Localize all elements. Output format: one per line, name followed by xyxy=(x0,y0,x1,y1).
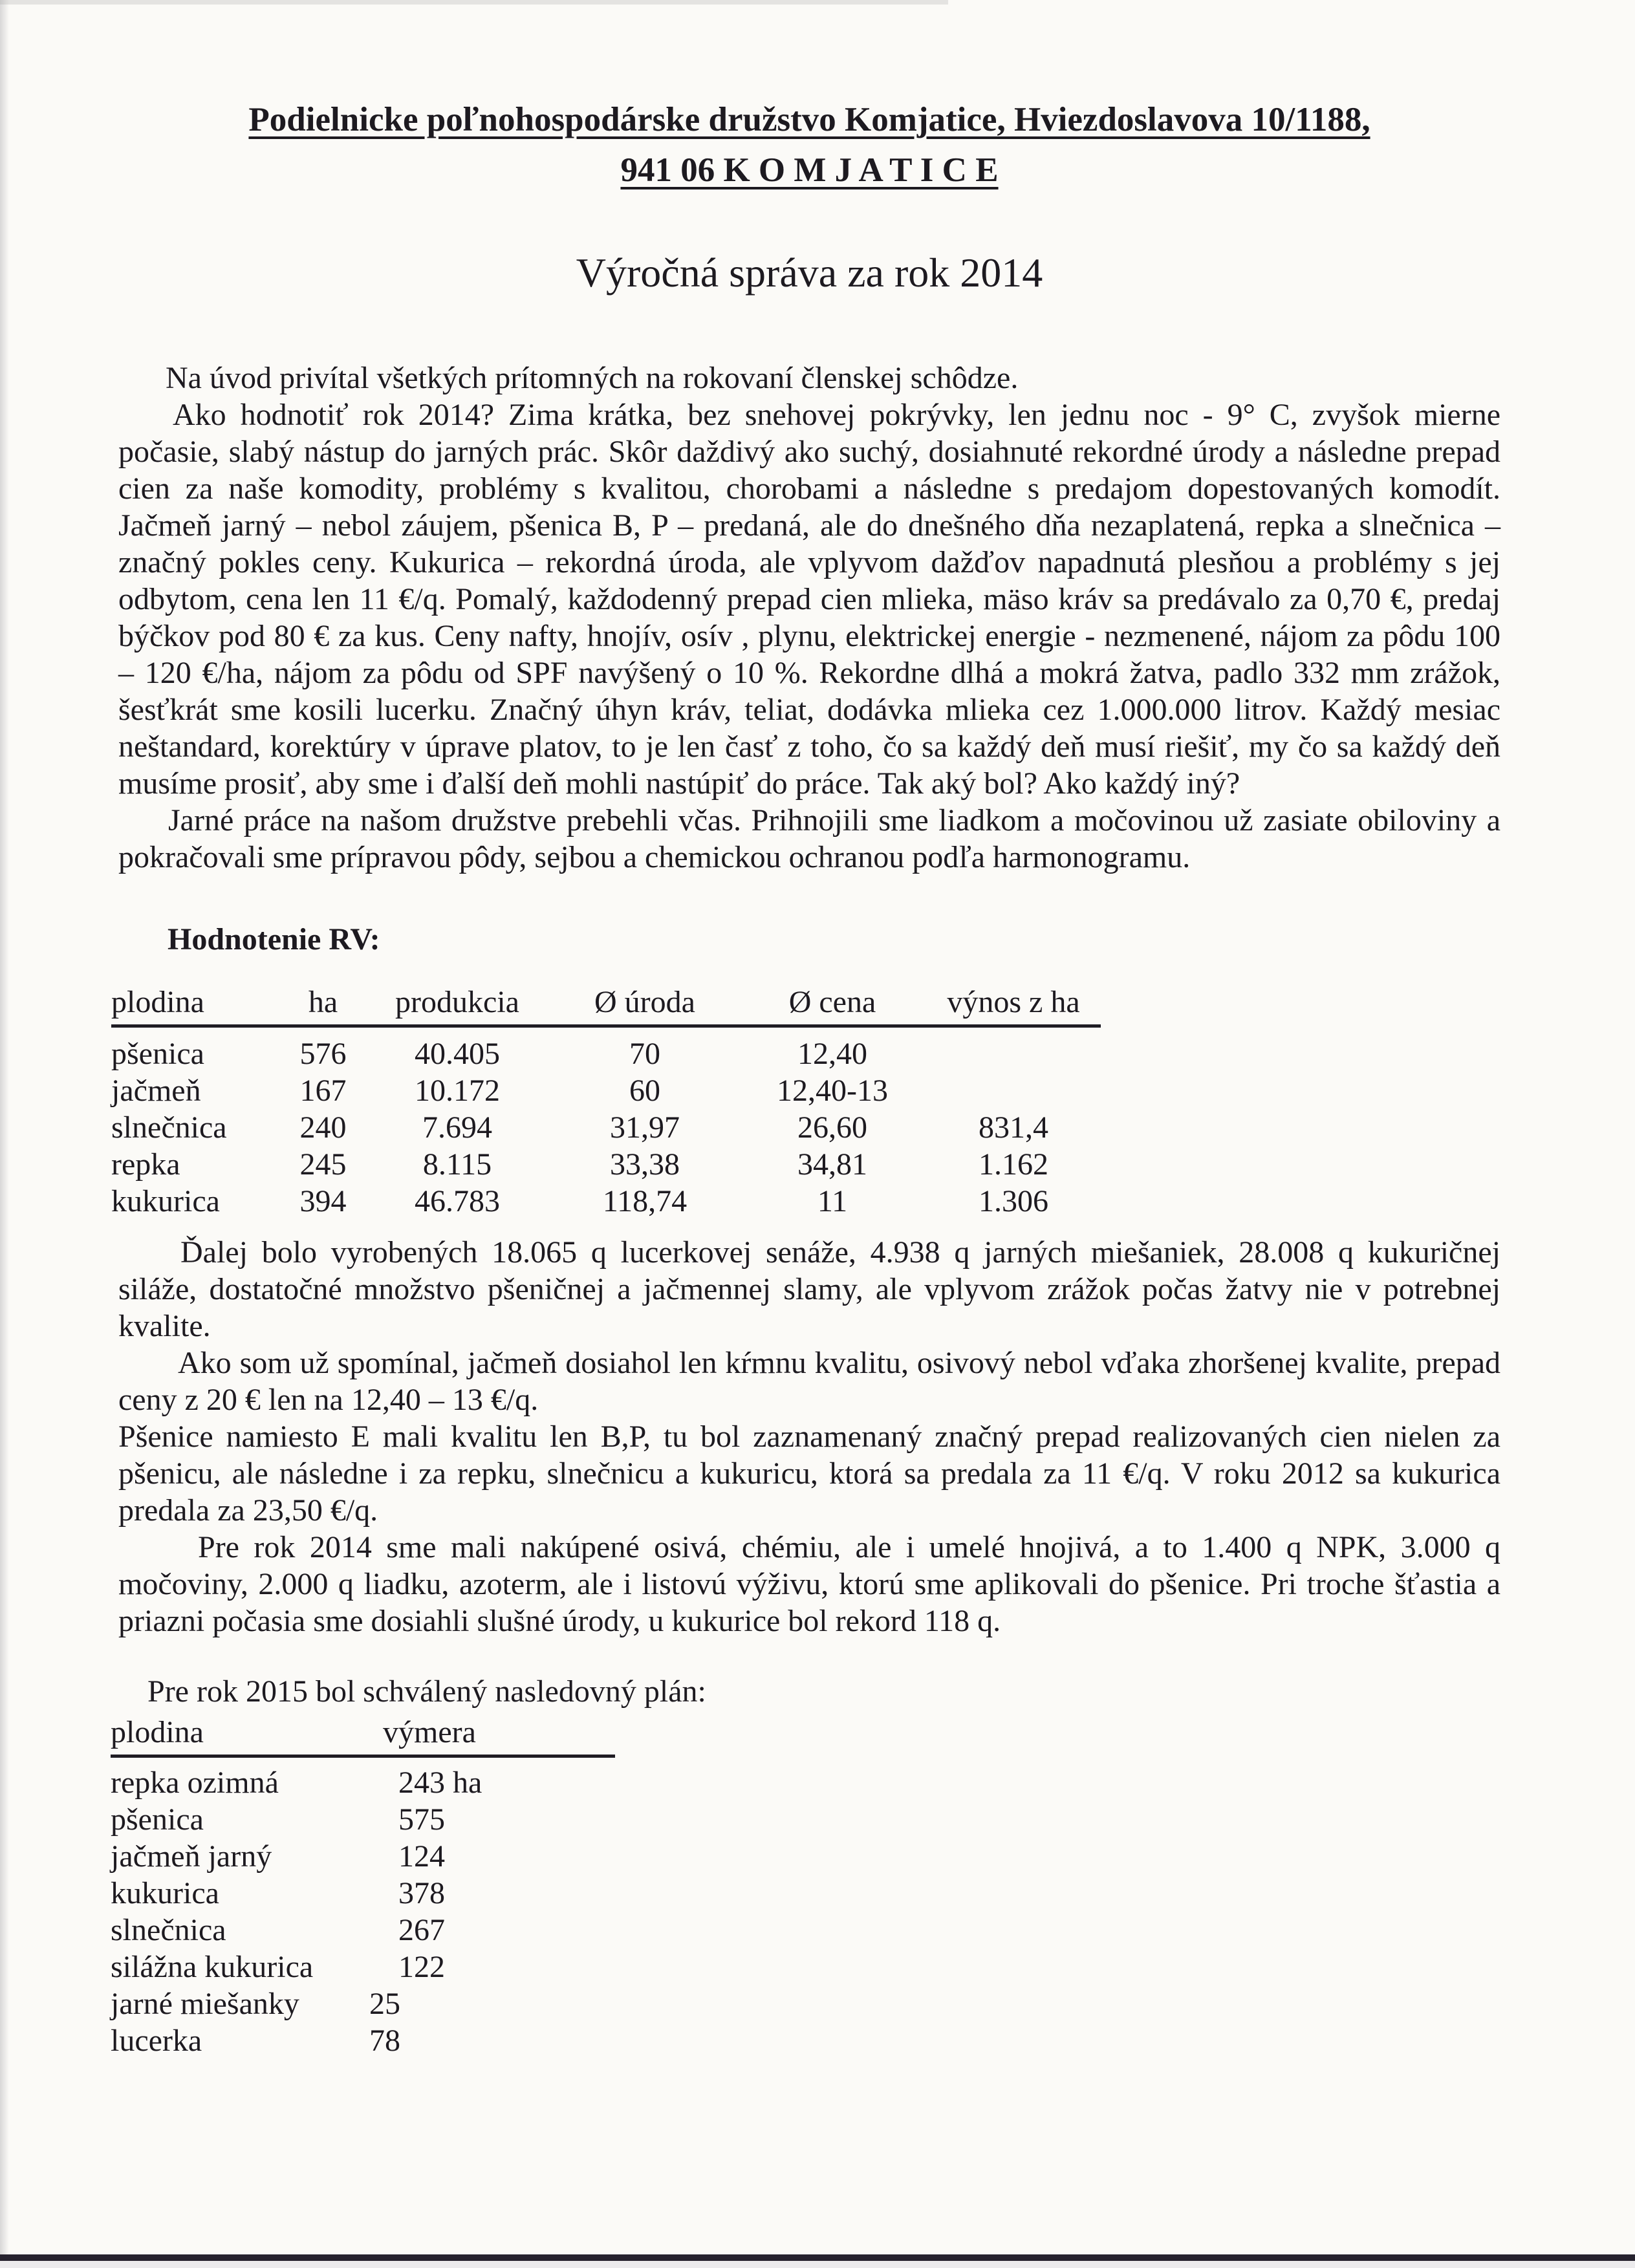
cell-vymera: 378 xyxy=(398,1876,445,1910)
paragraph-year-review: Ako hodnotiť rok 2014? Zima krátka, bez snehovej pokrývky, len jednu noc - 9° C, zvyšok mierne počasie, slabý nástup do jarných prác. Skôr daždivý ako suchý, dosiahnuté rekordné úrody a následne prepad cien za naše komodity, problémy s kvalitou, chorobami a následne s predajom dopestovaných komodít. Jačmeň jarný – nebol záujem, pšenica B, P – predaná, ale do dnešného dňa nezaplatená, repka a slnečnica – značný pokles ceny. Kukurica – rekordná úroda, ale vplyvom dažďov napadnutá plesňou a problémy s jej odbytom, cena len 11 €/q. Pomalý, každodenný prepad cien mlieka, mäso kráv sa predávalo za 0,70 €, predaj býčkov pod 80 € za kus. Ceny nafty, hnojív, osív , plynu, elektrickej energie - nezmenené, nájom za pôdu 100 – 120 €/ha, nájom za pôdu od SPF navýšený o 10 %. Rekordne dlhá a mokrá žatva, padlo 332 mm zrážok, šesťkrát sme kosili lucerku. Značný úhyn kráv, teliat, dodávka mlieka cez 1.000.000 litrov. Každý mesiac neštandard, korektúry v úprave platov, to je len časť z toho, čo sa každý deň musí riešiť, my čo sa každý deň musíme prosiť, aby sme i ďalší deň mohli nastúpiť do práce. Tak aký bol? Ako každý iný? xyxy=(118,398,1500,801)
scan-edge-bottom-line xyxy=(0,2254,1635,2261)
column-header-cena: Ø cena xyxy=(739,984,926,1026)
table-row xyxy=(111,1072,1101,1109)
cell-plodina: kukurica xyxy=(111,1184,220,1218)
table-row xyxy=(111,1912,615,1949)
cell-ha: 394 xyxy=(299,1184,347,1218)
cell-plodina: slnečnica xyxy=(111,1110,227,1145)
column-header-vynos: výnos z ha xyxy=(926,984,1101,1026)
harvest-results-table xyxy=(111,984,1101,1220)
table-header-row xyxy=(111,1714,615,1756)
table-row xyxy=(111,1838,615,1875)
table-row xyxy=(111,1146,1101,1183)
cell-uroda: 70 xyxy=(629,1037,660,1071)
column-header-uroda: Ø úroda xyxy=(551,984,739,1026)
cell-vynos: 831,4 xyxy=(979,1110,1048,1145)
cell-ha: 576 xyxy=(299,1037,347,1071)
cell-plodina: slnečnica xyxy=(111,1913,226,1947)
cell-cena: 11 xyxy=(817,1184,848,1218)
cell-vymera: 243 ha xyxy=(398,1766,482,1800)
cell-plodina: repka ozimná xyxy=(111,1766,279,1800)
cell-produkcia: 7.694 xyxy=(422,1110,492,1145)
cell-uroda: 33,38 xyxy=(610,1147,680,1182)
scan-edge-bottom-strip xyxy=(0,2261,1635,2268)
cell-plodina: silážna kukurica xyxy=(111,1950,314,1984)
paragraph-production: Ďalej bolo vyrobených 18.065 q lucerkovej senáže, 4.938 q jarných miešaniek, 28.008 q kukuričnej siláže, dostatočné množstvo pšeničnej a jačmennej slamy, ale vplyvom zrážok počas žatvy nie v potrebnej kvalite. xyxy=(118,1235,1500,1343)
organization-header-line2: 941 06 K O M J A T I C E xyxy=(620,151,999,189)
cell-vymera: 122 xyxy=(398,1950,445,1984)
table-row xyxy=(111,1949,615,1985)
paragraph-inputs-2014: Pre rok 2014 sme mali nakúpené osivá, chémiu, ale i umelé hnojivá, a to 1.400 q NPK, 3.000 q močoviny, 2.000 q liadku, azoterm, ale i listovú výživu, ktorú sme aplikovali do pšenice. Pri troche šťastia a priazni počasia sme dosiahli slušné úrody, u kukurice bol rekord 118 q. xyxy=(118,1530,1500,1638)
cell-vynos xyxy=(926,1072,1101,1109)
table-row xyxy=(111,2022,615,2059)
cell-produkcia: 8.115 xyxy=(422,1147,492,1182)
column-header-plodina: plodina xyxy=(111,1714,369,1756)
cell-produkcia: 40.405 xyxy=(415,1037,500,1071)
cell-vymera: 124 xyxy=(398,1839,445,1874)
cell-plodina: kukurica xyxy=(111,1876,219,1910)
paragraph-spring-works: Jarné práce na našom družstve prebehli včas. Prihnojili sme liadkom a močovinou už zasiate obiloviny a pokračovali sme prípravou pôdy, sejbou a chemickou ochranou podľa harmonogramu. xyxy=(118,803,1500,874)
cell-uroda: 60 xyxy=(629,1074,660,1108)
cell-cena: 26,60 xyxy=(797,1110,867,1145)
cell-ha: 245 xyxy=(299,1147,347,1182)
paragraph-barley-quality: Ako som už spomínal, jačmeň dosiahol len kŕmnu kvalitu, osivový nebol vďaka zhoršenej kvalite, prepad ceny z 20 € len na 12,40 – 13 €/q. xyxy=(118,1346,1500,1417)
section-heading-hodnotenie-rv: Hodnotenie RV: xyxy=(168,922,380,956)
cell-vymera: 25 xyxy=(369,1987,400,2021)
cell-cena: 12,40 xyxy=(797,1037,867,1071)
table-row xyxy=(111,1183,1101,1220)
cell-ha: 240 xyxy=(299,1110,347,1145)
column-header-ha: ha xyxy=(283,984,363,1026)
cell-plodina: repka xyxy=(111,1147,180,1182)
table-row xyxy=(111,1109,1101,1146)
cell-plodina: lucerka xyxy=(111,2024,202,2058)
organization-header-line1: Podielnicke poľnohospodárske družstvo Komjatice, Hviezdoslavova 10/1188, xyxy=(248,101,1370,138)
plan-2015-table xyxy=(111,1714,615,2059)
column-header-plodina: plodina xyxy=(111,984,283,1026)
cell-plodina: pšenica xyxy=(111,1802,204,1837)
cell-vynos: 1.162 xyxy=(979,1147,1048,1182)
table-row xyxy=(111,1756,615,1802)
cell-produkcia: 10.172 xyxy=(415,1074,500,1108)
report-title: Výročná správa za rok 2014 xyxy=(576,250,1043,296)
cell-cena: 12,40-13 xyxy=(777,1074,888,1108)
column-header-vymera: výmera xyxy=(369,1714,615,1756)
plan-2015-intro: Pre rok 2015 bol schválený nasledovný plán: xyxy=(147,1674,706,1709)
cell-vymera: 78 xyxy=(369,2024,400,2058)
cell-vymera: 267 xyxy=(398,1913,445,1947)
table-row xyxy=(111,1026,1101,1073)
paragraph-intro: Na úvod privítal všetkých prítomných na rokovaní členskej schôdze. xyxy=(166,361,1019,395)
scan-edge-left xyxy=(0,0,9,2268)
cell-vymera: 575 xyxy=(398,1802,445,1837)
table-row xyxy=(111,1985,615,2022)
cell-plodina: jačmeň jarný xyxy=(111,1839,272,1874)
cell-ha: 167 xyxy=(299,1074,347,1108)
cell-produkcia: 46.783 xyxy=(415,1184,500,1218)
cell-uroda: 31,97 xyxy=(610,1110,680,1145)
table-row xyxy=(111,1875,615,1912)
document-content xyxy=(0,98,1635,2059)
column-header-produkcia: produkcia xyxy=(363,984,551,1026)
cell-vynos xyxy=(926,1026,1101,1073)
cell-uroda: 118,74 xyxy=(602,1184,688,1218)
table-row xyxy=(111,1801,615,1838)
paragraph-wheat-prices: Pšenice namiesto E mali kvalitu len B,P, tu bol zaznamenaný značný prepad realizovaných cien nielen za pšenicu, ale následne i za repku, slnečnicu a kukuricu, ktorá sa predala za 11 €/q. V roku 2012 sa kukurica predala za 23,50 €/q. xyxy=(118,1420,1500,1528)
cell-vynos: 1.306 xyxy=(979,1184,1048,1218)
cell-plodina: jarné miešanky xyxy=(111,1987,299,2021)
scan-edge-top xyxy=(0,0,948,5)
cell-plodina: jačmeň xyxy=(111,1074,201,1108)
cell-cena: 34,81 xyxy=(797,1147,867,1182)
cell-plodina: pšenica xyxy=(111,1037,204,1071)
table-header-row xyxy=(111,984,1101,1026)
